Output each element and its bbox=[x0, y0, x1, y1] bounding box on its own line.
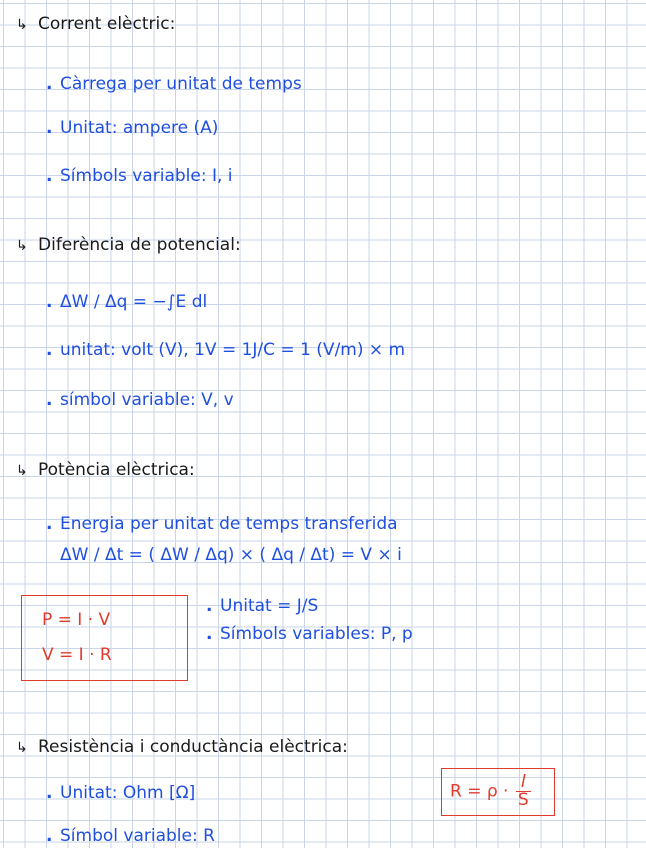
list-item: . Càrrega per unitat de temps bbox=[46, 74, 302, 94]
formula-line: ΔW / Δt = ( ΔW / Δq) × ( Δq / Δt) = V × i bbox=[60, 545, 402, 565]
side-item: . Símbols variables: P, p bbox=[206, 624, 413, 644]
formula-box bbox=[21, 595, 188, 681]
arrow-icon: ↳ bbox=[16, 740, 28, 756]
fraction: $\frac{l}{S}$ bbox=[517, 772, 529, 810]
bullet-icon: . bbox=[46, 340, 53, 360]
ohm-formula: V = I · R bbox=[42, 645, 112, 665]
side-item: . Unitat = J/S bbox=[206, 596, 319, 616]
bullet-icon: . bbox=[206, 624, 213, 644]
section-heading-potencia: ↳ Potència elèctrica: bbox=[16, 460, 195, 480]
section-heading-resistencia: ↳ Resistència i conductància elèctrica: bbox=[16, 737, 348, 757]
bullet-icon: . bbox=[46, 166, 53, 186]
power-formula: P = I · V bbox=[42, 610, 111, 630]
bullet-icon: . bbox=[46, 74, 53, 94]
bullet-icon: . bbox=[46, 826, 53, 846]
list-item: . Unitat: ampere (A) bbox=[46, 118, 219, 138]
section-heading-corrent: ↳ Corrent elèctric: bbox=[16, 14, 176, 34]
bullet-icon: . bbox=[46, 514, 53, 534]
bullet-icon: . bbox=[46, 118, 53, 138]
list-item: . unitat: volt (V), 1V = 1J/C = 1 (V/m) × m bbox=[46, 340, 406, 360]
arrow-icon: ↳ bbox=[16, 463, 28, 479]
bullet-icon: . bbox=[46, 292, 53, 312]
section-heading-diferencia: ↳ Diferència de potencial: bbox=[16, 235, 241, 255]
bullet-icon: . bbox=[46, 390, 53, 410]
bullet-icon: . bbox=[46, 783, 53, 803]
bullet-icon: . bbox=[206, 596, 213, 616]
list-item: . ΔW / Δq = −∫E dl bbox=[46, 292, 208, 312]
list-item: . Símbols variable: I, i bbox=[46, 166, 233, 186]
list-item: . Símbol variable: R bbox=[46, 826, 215, 846]
list-item: . símbol variable: V, v bbox=[46, 390, 234, 410]
arrow-icon: ↳ bbox=[16, 238, 28, 254]
list-item: . Unitat: Ohm [Ω] bbox=[46, 783, 196, 803]
list-item: . Energia per unitat de temps transferida bbox=[46, 514, 398, 534]
resistance-formula: R = ρ · $\frac{l}{S}$ bbox=[450, 772, 529, 810]
arrow-icon: ↳ bbox=[16, 17, 28, 33]
